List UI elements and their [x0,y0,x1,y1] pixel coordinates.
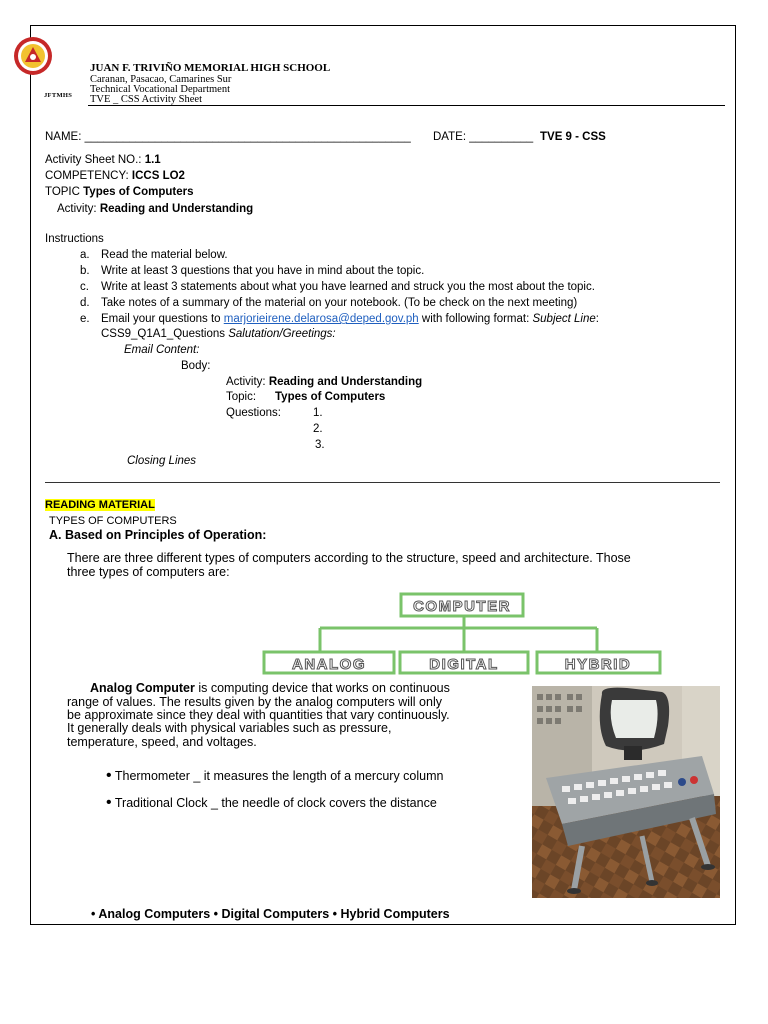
analog-line-3: be approximate since they deal with quantities that vary continuously. [67,708,450,722]
activity-no-value: 1.1 [144,154,161,166]
competency-row [45,170,185,182]
subject-row [101,328,336,340]
instruction-letter-e: e. [80,313,90,325]
teacher-email-link[interactable]: marjorieirene.delarosa@deped.gov.ph [223,313,419,325]
school-seal-icon [12,36,54,78]
diagram-label-computer: COMPUTER [413,598,511,615]
instruction-text-a: Read the material below. [101,249,228,261]
salutation-label: Salutation/Greetings: [228,328,336,340]
sheet-title: TVE _ CSS Activity Sheet [90,94,203,105]
body-activity-row [226,376,422,388]
section-separator [45,482,720,483]
school-address: Caranan, Pasacao, Camarines Sur [90,74,232,85]
closing-lines-label: Closing Lines [127,455,197,467]
analog-line-5: temperature, speed, and voltages. [67,735,257,749]
body-activity-label: Activity: [226,376,266,388]
bullet-icon: • [106,767,112,784]
name-field-label: NAME: ___________________________________________________ [45,131,411,143]
analog-line-4: It generally deals with physical variables such as pressure, [67,721,392,735]
computer-types-list: • Analog Computers • Digital Computers • Hybrid Computers [91,907,450,921]
instruction-text-b: Write at least 3 questions that you have in mind about the topic. [101,265,425,277]
analog-line-1: Analog Computer is computing device that works on continuous [90,681,450,695]
instruction-letter-a: a. [80,249,90,261]
header-rule [88,105,725,106]
topic-value: Types of Computers [83,186,194,198]
body-activity-value: Reading and Understanding [268,376,423,388]
school-name: JUAN F. TRIVIÑO MEMORIAL HIGH SCHOOL [90,62,331,74]
diagram-label-analog: ANALOG [292,656,366,673]
subject-value: CSS9_Q1A1_Questions [101,328,226,340]
email-format-text: with following format: [421,313,530,325]
question-3: 3. [315,439,325,451]
activity-value: Reading and Understanding [99,203,254,215]
instruction-letter-b: b. [80,265,90,277]
body-label: Body: [181,360,211,372]
school-department: Technical Vocational Department [90,84,230,95]
instruction-letter-d: d. [80,297,90,309]
intro-line-1: There are three different types of computers according to the structure, speed and architecture. Those [67,551,631,565]
email-content-label: Email Content: [124,344,200,356]
intro-line-2: three types of computers are: [67,565,230,579]
computer-types-diagram [258,590,668,676]
activity-no-label: Activity Sheet NO.: [45,154,142,166]
example-thermometer: • Thermometer _ it measures the length of a mercury column [106,767,444,784]
body-topic-label: Topic: [226,391,257,403]
instruction-letter-c: c. [80,281,89,293]
date-field-label: DATE: __________ [433,131,534,143]
analog-line-2: range of values. The results given by the analog computers will only [67,695,442,709]
topic-row [45,186,193,198]
school-seal-caption: JFTMHS [44,92,73,99]
questions-label: Questions: [226,407,281,419]
instructions-title: Instructions [45,233,104,245]
analog-term: Analog Computer [90,681,195,695]
diagram-label-hybrid: HYBRID [564,656,632,673]
activity-no-row [45,154,161,166]
body-topic-value: Types of Computers [275,391,386,403]
subject-line-label: Subject Line [532,313,596,325]
competency-label: COMPETENCY: [45,170,129,182]
analog-computer-photo [532,686,720,898]
topic-label: TOPIC [45,186,80,198]
diagram-label-digital: DIGITAL [429,656,499,673]
example-clock: • Traditional Clock _ the needle of clock covers the distance [106,794,437,811]
grade-label: TVE 9 - CSS [540,131,606,143]
bullet-icon: • [106,794,112,811]
question-1: 1. [313,407,323,419]
reading-subtitle: TYPES OF COMPUTERS [49,515,177,527]
activity-row [57,203,253,215]
question-2: 2. [313,423,323,435]
instruction-text-e: Email your questions to marjorieirene.delarosa@deped.gov.ph with following format: Subject Line: [101,313,599,325]
activity-label: Activity: [57,203,97,215]
instruction-text-d: Take notes of a summary of the material on your notebook. (To be check on the next meeting) [101,297,578,309]
reading-material-tag: READING MATERIAL [45,499,155,511]
section-heading: A. Based on Principles of Operation: [49,528,267,542]
email-prefix: Email your questions to [101,313,221,325]
competency-value: ICCS LO2 [131,170,185,182]
instruction-text-c: Write at least 3 statements about what you have learned and struck you the most about the topic. [101,281,595,293]
